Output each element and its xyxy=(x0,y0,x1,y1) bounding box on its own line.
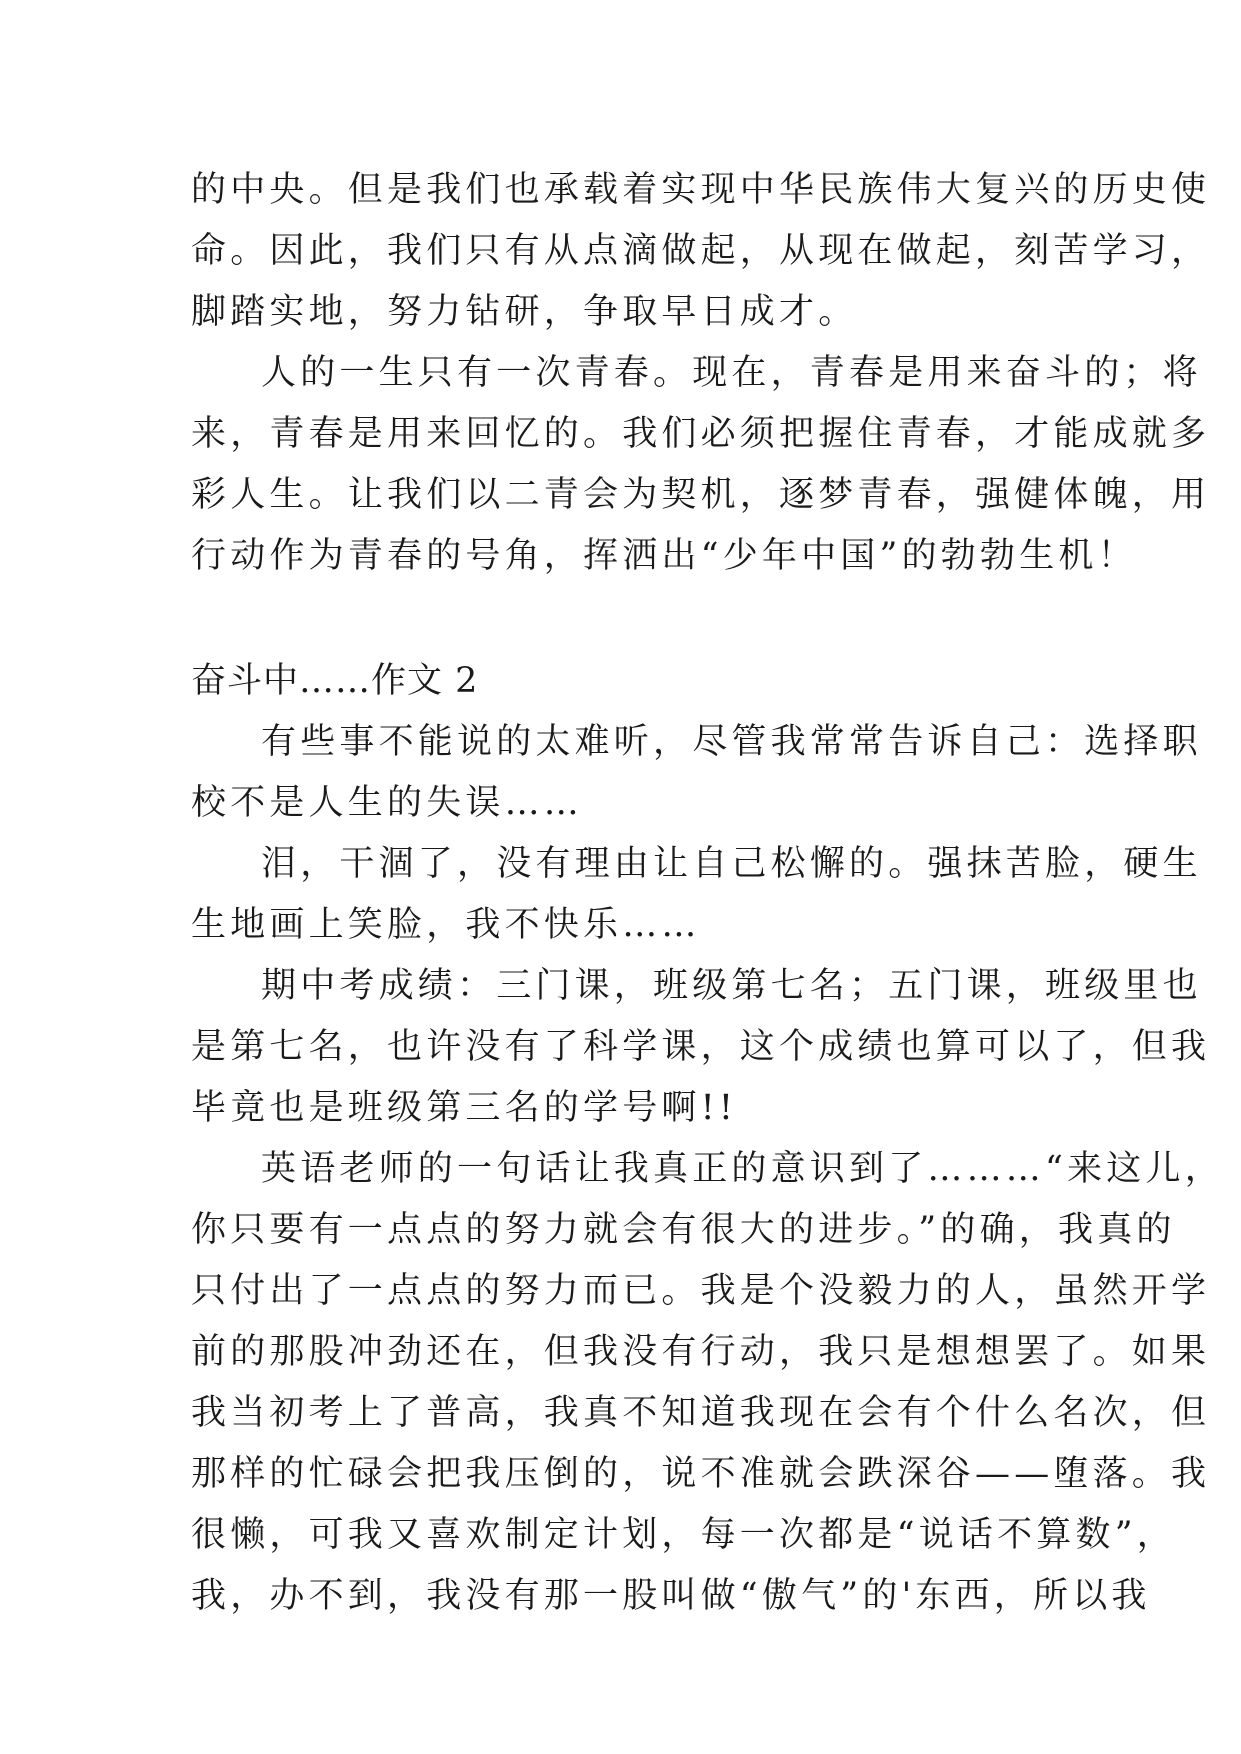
text-line: 是第七名，也许没有了科学课，这个成绩也算可以了，但我 xyxy=(191,1027,1211,1067)
text-line: 人的一生只有一次青春。现在，青春是用来奋斗的；将 xyxy=(261,353,1202,393)
text-line: 只付出了一点点的努力而已。我是个没毅力的人，虽然开学 xyxy=(191,1271,1211,1311)
paragraph xyxy=(191,712,1202,834)
paragraph xyxy=(191,834,1202,956)
text-line: 生地画上笑脸，我不快乐…… xyxy=(191,905,701,945)
text-line: 前的那股冲劲还在，但我没有行动，我只是想想罢了。如果 xyxy=(191,1332,1211,1372)
text-line: 脚踏实地，努力钻研，争取早日成才。 xyxy=(191,292,858,332)
text-line: 有些事不能说的太难听，尽管我常常告诉自己：选择职 xyxy=(261,722,1202,762)
text-line: 命。因此，我们只有从点滴做起，从现在做起，刻苦学习， xyxy=(191,231,1211,271)
text-line: 那样的忙碌会把我压倒的，说不准就会跌深谷——堕落。我 xyxy=(191,1454,1211,1494)
paragraph xyxy=(191,343,1211,587)
text-line: 泪，干涸了，没有理由让自己松懈的。强抹苦脸，硬生 xyxy=(261,844,1202,884)
text-line: 的中央。但是我们也承载着实现中华民族伟大复兴的历史使 xyxy=(191,170,1211,210)
document-body xyxy=(191,160,1224,1627)
text-line: 你只要有一点点的努力就会有很大的进步。”的确，我真的 xyxy=(191,1210,1176,1250)
text-line: 很懒，可我又喜欢制定计划，每一次都是“说话不算数”， xyxy=(191,1515,1176,1555)
text-line: 毕竟也是班级第三名的学号啊!! xyxy=(191,1088,738,1128)
text-line: 我当初考上了普高，我真不知道我现在会有个什么名次，但 xyxy=(191,1393,1211,1433)
paragraph xyxy=(191,956,1211,1139)
paragraph xyxy=(191,1139,1224,1627)
section-gap xyxy=(191,587,1071,651)
text-line: 来，青春是用来回忆的。我们必须把握住青春，才能成就多 xyxy=(191,414,1211,454)
text-line: 期中考成绩：三门课，班级第七名；五门课，班级里也 xyxy=(261,966,1202,1006)
text-line: 校不是人生的失误…… xyxy=(191,783,584,823)
section-heading: 奋斗中……作文 2 xyxy=(191,661,479,701)
text-line: 英语老师的一句话让我真正的意识到了………“来这儿， xyxy=(261,1149,1224,1189)
text-line: 我，办不到，我没有那一股叫做“傲气”的'东西，所以我 xyxy=(191,1576,1151,1616)
paragraph xyxy=(191,160,1211,343)
text-line: 行动作为青春的号角，挥洒出“少年中国”的勃勃生机！ xyxy=(191,536,1137,576)
text-line: 彩人生。让我们以二青会为契机，逐梦青春，强健体魄，用 xyxy=(191,475,1211,515)
